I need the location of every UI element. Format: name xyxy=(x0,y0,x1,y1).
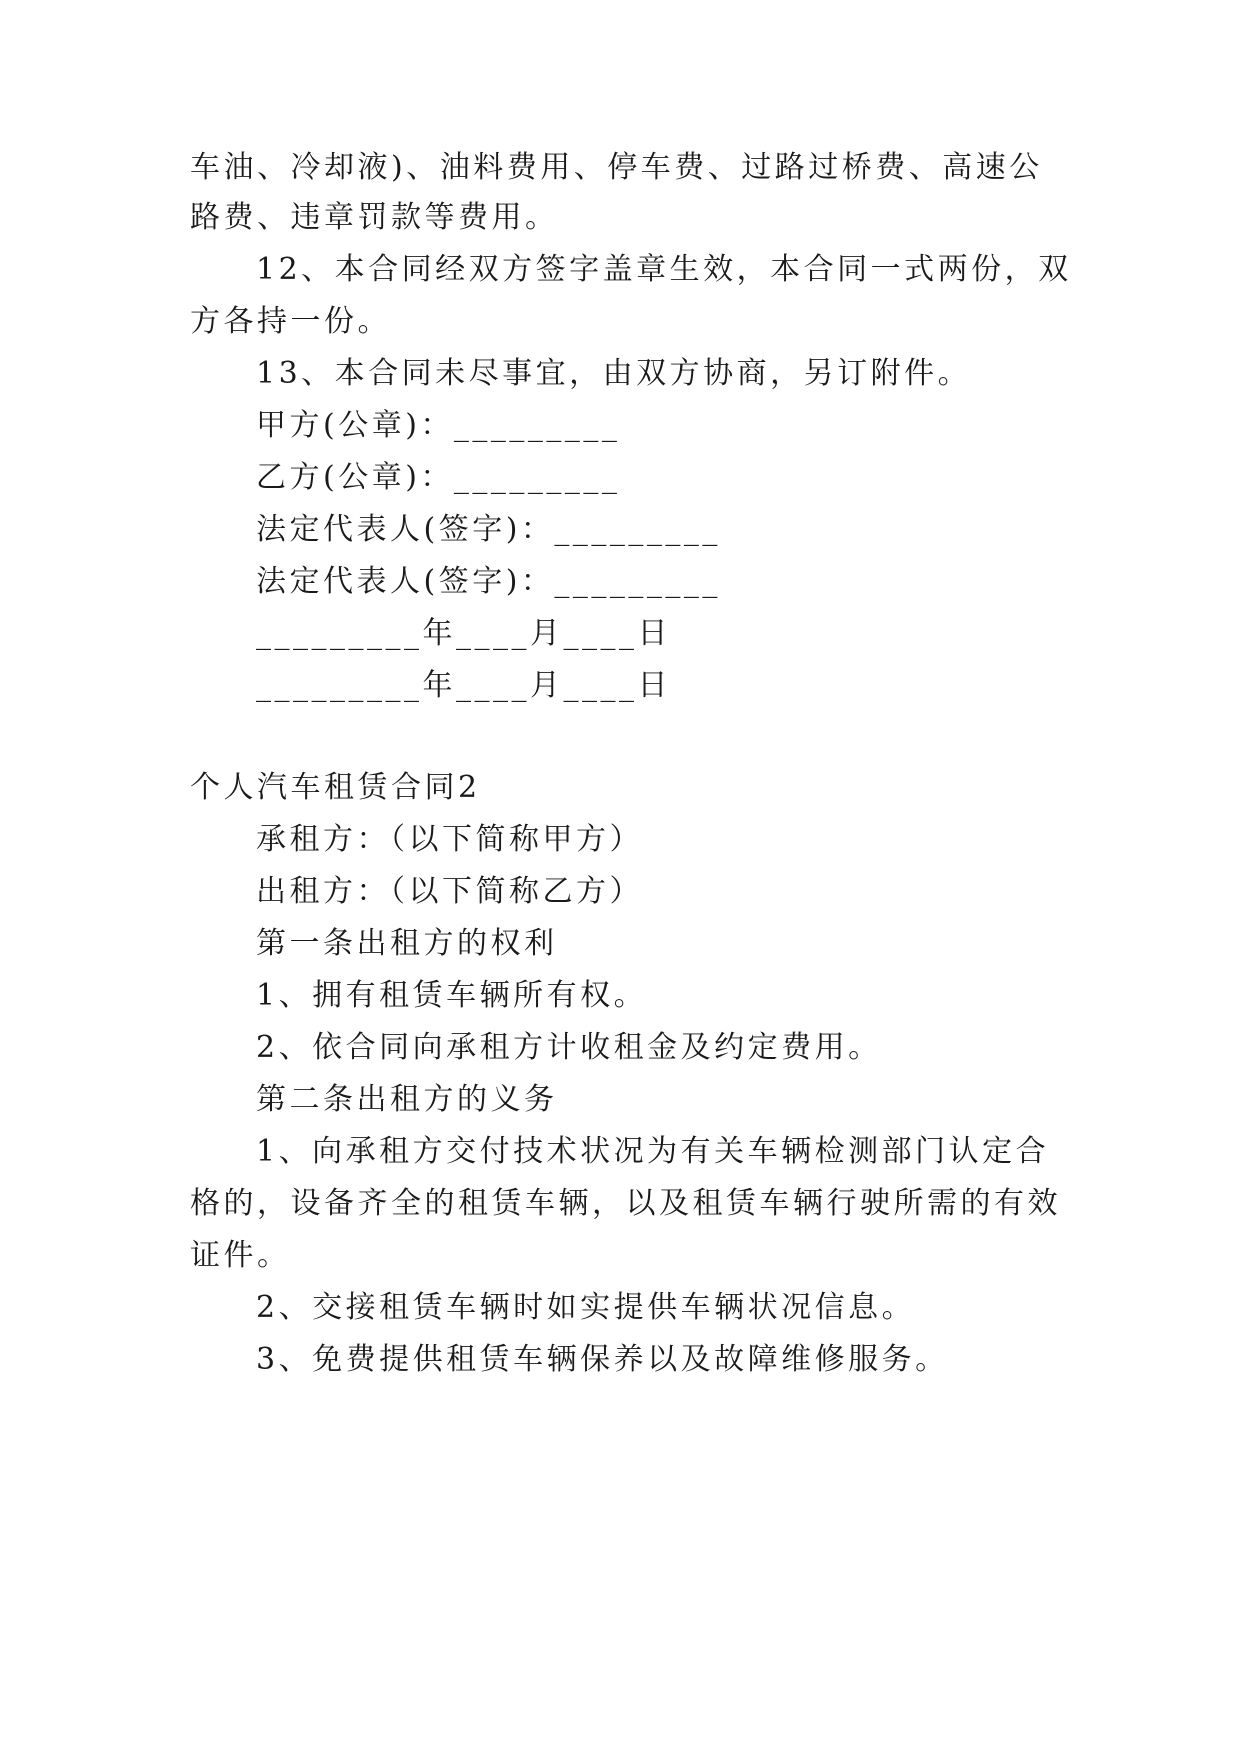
paragraph-line: 证件。 xyxy=(190,1238,291,1273)
clause-line: 3、免费提供租赁车辆保养以及故障维修服务。 xyxy=(256,1342,949,1377)
clause-line: 1、向承租方交付技术状况为有关车辆检测部门认定合 xyxy=(256,1134,1050,1169)
paragraph-line: 方各持一份。 xyxy=(190,304,391,339)
date-line: _________年____月____日 xyxy=(256,668,671,703)
clause-line: 2、依合同向承租方计收租金及约定费用。 xyxy=(256,1030,882,1065)
clause-13: 13、本合同未尽事宜，由双方协商，另订附件。 xyxy=(256,356,972,391)
clause-12: 12、本合同经双方签字盖章生效，本合同一式两份，双 xyxy=(256,252,1072,287)
clause-line: 2、交接租赁车辆时如实提供车辆状况信息。 xyxy=(256,1290,916,1325)
party-b-seal-line: 乙方(公章)：_________ xyxy=(256,460,621,495)
clause-line: 1、拥有租赁车辆所有权。 xyxy=(256,978,648,1013)
lessor-line: 出租方：（以下简称乙方） xyxy=(256,874,643,909)
paragraph-line: 路费、违章罚款等费用。 xyxy=(190,200,559,235)
section-title: 个人汽车租赁合同2 xyxy=(190,770,481,805)
paragraph-line: 格的，设备齐全的租赁车辆，以及租赁车辆行驶所需的有效 xyxy=(190,1186,1061,1221)
lessee-line: 承租方：（以下简称甲方） xyxy=(256,822,643,857)
date-line: _________年____月____日 xyxy=(256,616,671,651)
legal-rep-signature-line: 法定代表人(签字)：_________ xyxy=(256,512,721,547)
article-heading: 第二条出租方的义务 xyxy=(256,1082,558,1117)
legal-rep-signature-line: 法定代表人(签字)：_________ xyxy=(256,564,721,599)
party-a-seal-line: 甲方(公章)：_________ xyxy=(256,408,621,443)
paragraph-line: 车油、冷却液)、油料费用、停车费、过路过桥费、高速公 xyxy=(190,150,1043,185)
article-heading: 第一条出租方的权利 xyxy=(256,926,558,961)
